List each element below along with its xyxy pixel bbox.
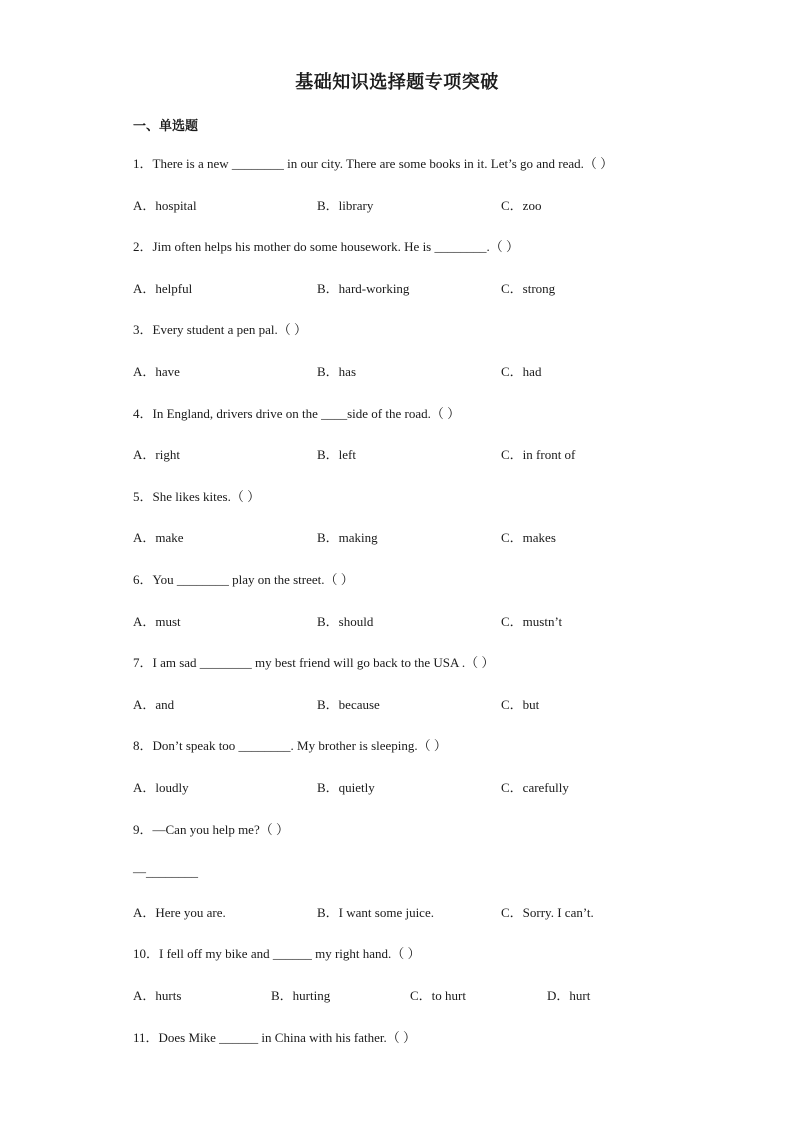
q5-option-a[interactable]: A．make	[133, 530, 184, 545]
q4-option-c[interactable]: C．in front of	[501, 447, 576, 462]
q6-option-a[interactable]: A．must	[133, 614, 181, 629]
q8-option-b[interactable]: B．quietly	[317, 780, 375, 795]
question-2: 2．Jim often helps his mother do some housework. He is ________.（ ）	[133, 239, 519, 254]
question-1: 1．There is a new ________ in our city. There are some books in it. Let’s go and read.（ ）	[133, 156, 614, 171]
question-5: 5．She likes kites.（ ）	[133, 489, 261, 504]
q7-option-a[interactable]: A．and	[133, 697, 175, 712]
question-3: 3．Every student a pen pal.（ ）	[133, 322, 308, 337]
q10-option-d[interactable]: D．hurt	[547, 988, 591, 1003]
q8-option-a[interactable]: A．loudly	[133, 780, 189, 795]
question-9: 9．—Can you help me?（ ）	[133, 822, 289, 837]
question-4: 4．In England, drivers drive on the ____side of the road.（ ）	[133, 406, 461, 421]
section-heading: 一、单选题	[133, 119, 199, 134]
q5-option-c[interactable]: C．makes	[501, 530, 556, 545]
q6-option-c[interactable]: C．mustn’t	[501, 614, 563, 629]
q4-option-b[interactable]: B．left	[317, 447, 356, 462]
question-7: 7．I am sad ________ my best friend will go back to the USA .（ ）	[133, 655, 495, 670]
q10-option-a[interactable]: A．hurts	[133, 988, 182, 1003]
q1-option-b[interactable]: B．library	[317, 198, 374, 213]
q2-option-c[interactable]: C．strong	[501, 281, 556, 296]
q9-option-c[interactable]: C．Sorry. I can’t.	[501, 905, 594, 920]
question-6: 6．You ________ play on the street.（ ）	[133, 572, 354, 587]
q3-option-c[interactable]: C．had	[501, 364, 542, 379]
q5-option-b[interactable]: B．making	[317, 530, 378, 545]
question-9-response-blank: —________	[133, 864, 198, 879]
q10-option-c[interactable]: C．to hurt	[410, 988, 466, 1003]
q9-option-b[interactable]: B．I want some juice.	[317, 905, 434, 920]
q4-option-a[interactable]: A．right	[133, 447, 180, 462]
q7-option-c[interactable]: C．but	[501, 697, 540, 712]
q8-option-c[interactable]: C．carefully	[501, 780, 569, 795]
q2-option-b[interactable]: B．hard-working	[317, 281, 410, 296]
q1-option-a[interactable]: A．hospital	[133, 198, 197, 213]
q6-option-b[interactable]: B．should	[317, 614, 374, 629]
q9-option-a[interactable]: A．Here you are.	[133, 905, 226, 920]
q7-option-b[interactable]: B．because	[317, 697, 380, 712]
question-11: 11．Does Mike ______ in China with his father.（ ）	[133, 1030, 416, 1045]
question-10: 10．I fell off my bike and ______ my right hand.（ ）	[133, 946, 421, 961]
q10-option-b[interactable]: B．hurting	[271, 988, 331, 1003]
q3-option-b[interactable]: B．has	[317, 364, 357, 379]
q1-option-c[interactable]: C．zoo	[501, 198, 542, 213]
question-8: 8．Don’t speak too ________. My brother is sleeping.（ ）	[133, 738, 447, 753]
q2-option-a[interactable]: A．helpful	[133, 281, 193, 296]
page-title: 基础知识选择题专项突破	[295, 72, 499, 93]
q3-option-a[interactable]: A．have	[133, 364, 180, 379]
